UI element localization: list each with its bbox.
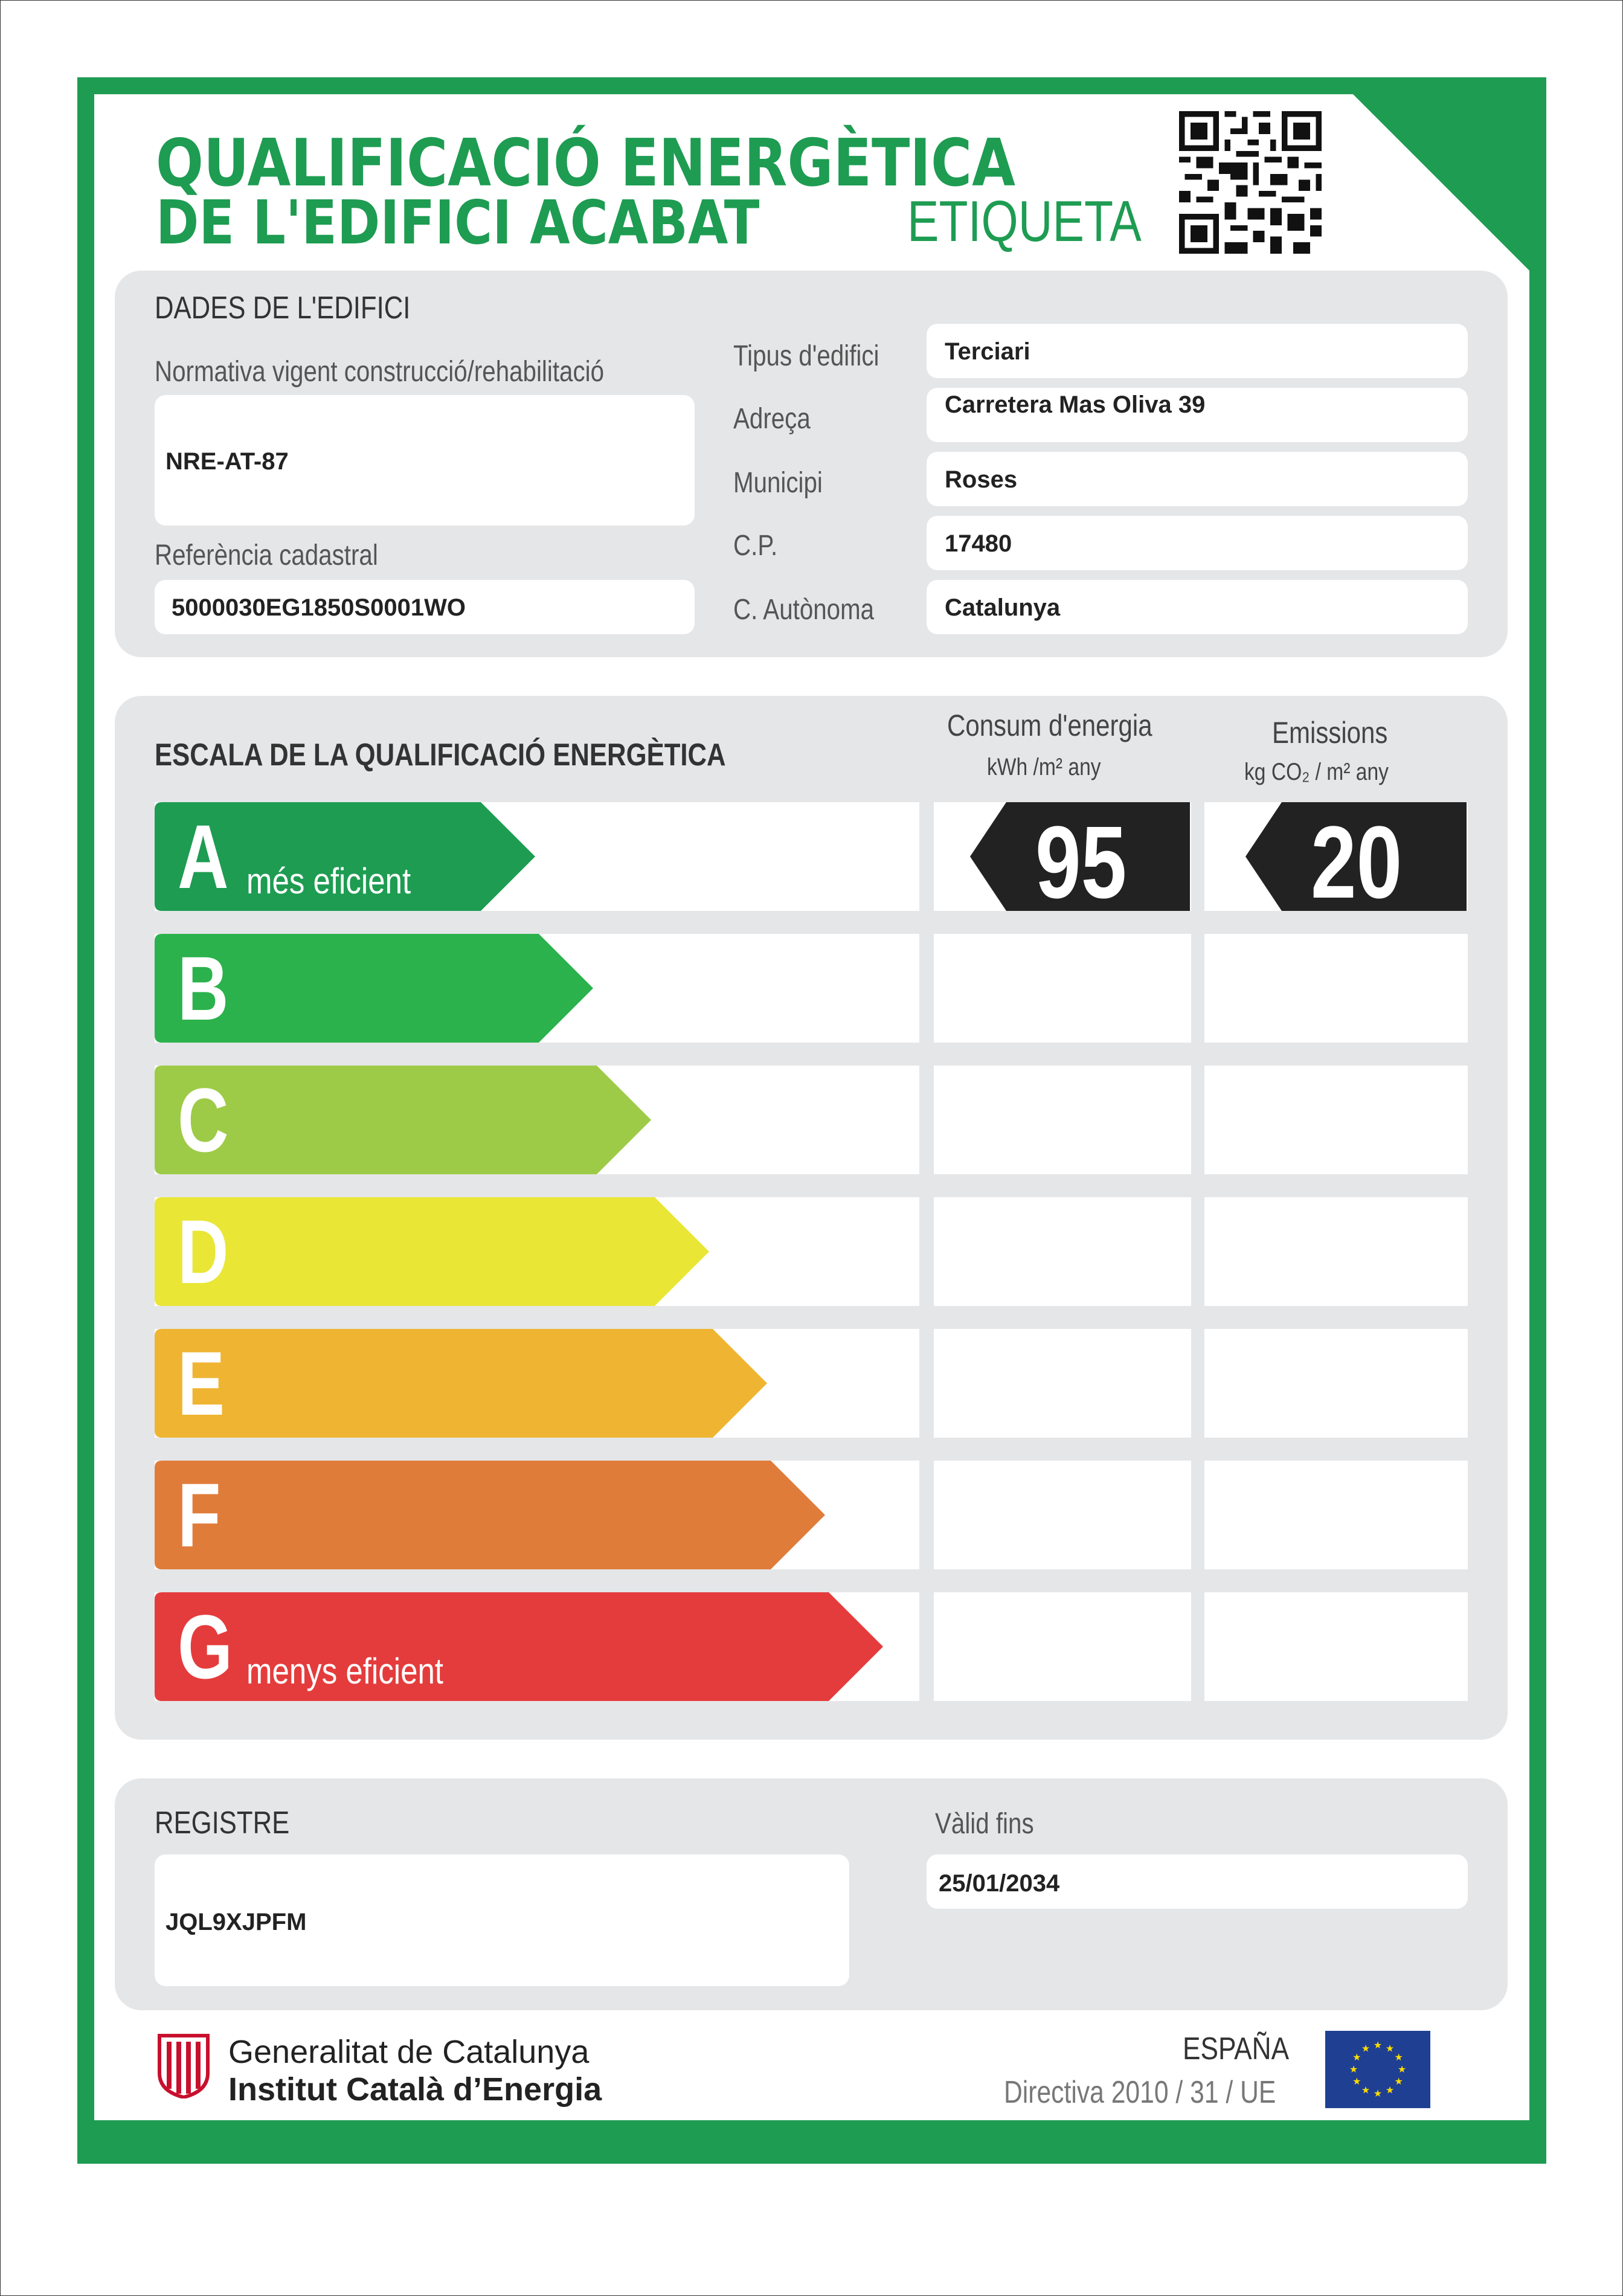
country-label: ESPAÑA [1183, 2031, 1290, 2066]
class-letter: E [178, 1333, 225, 1434]
qr-code-icon[interactable] [1179, 111, 1322, 254]
field-box [927, 388, 1468, 442]
etiqueta-label: ETIQUETA [907, 189, 1142, 254]
normativa-field [155, 395, 695, 526]
class-letter: A [178, 806, 229, 907]
title-line-1: QUALIFICACIÓ ENERGÈTICA [156, 126, 1016, 201]
class-letter: F [178, 1464, 221, 1566]
eu-star-icon: ★ [1385, 2085, 1395, 2096]
consumption-unit: kWh /m² any [987, 754, 1101, 780]
consumption-cell [934, 1066, 1191, 1174]
eu-star-icon: ★ [1352, 2053, 1361, 2063]
class-letter: D [178, 1201, 229, 1302]
eu-star-icon: ★ [1397, 2065, 1407, 2075]
org-line-1: Generalitat de Catalunya [228, 2034, 590, 2070]
field-label: Adreça [733, 403, 811, 435]
eu-star-icon: ★ [1394, 2053, 1403, 2063]
cadastral-value: 5000030EG1850S0001WO [172, 594, 466, 621]
consumption-value: 95 [1035, 805, 1127, 920]
eu-star-icon: ★ [1349, 2065, 1358, 2075]
field-label: C.P. [733, 530, 778, 562]
cadastral-label: Referència cadastral [155, 539, 378, 571]
field-value: Carretera Mas Oliva 39 [945, 391, 1206, 418]
eu-star-icon: ★ [1361, 2044, 1371, 2054]
emissions-cell [1204, 1461, 1468, 1569]
class-e-arrow [155, 1329, 767, 1438]
normativa-label: Normativa vigent construcció/rehabilitació [155, 356, 605, 388]
eu-flag-icon [1325, 2031, 1430, 2108]
org-line-2: Institut Català d’Energia [228, 2071, 602, 2108]
emissions-cell [1204, 1066, 1468, 1174]
field-value: Terciari [945, 338, 1030, 365]
title-line-2: DE L'EDIFICI ACABAT [156, 187, 760, 258]
eu-star-icon: ★ [1373, 2089, 1383, 2099]
register-label: REGISTRE [155, 1806, 290, 1841]
valid-until-field [927, 1854, 1468, 1909]
consumption-title: Consum d'energia [947, 709, 1152, 742]
emissions-value: 20 [1311, 805, 1403, 920]
eu-star-icon: ★ [1394, 2077, 1403, 2087]
emissions-unit: kg CO₂ / m² any [1244, 759, 1389, 785]
class-letter: G [178, 1596, 233, 1697]
eu-star-icon: ★ [1352, 2077, 1361, 2087]
eu-star-icon: ★ [1361, 2085, 1371, 2096]
valid-until-value: 25/01/2034 [939, 1870, 1060, 1897]
class-c-arrow [155, 1066, 651, 1174]
field-box [927, 516, 1468, 570]
field-box [927, 580, 1468, 634]
consumption-cell [934, 1329, 1191, 1438]
field-value: Roses [945, 466, 1018, 493]
catalan-seal-icon [156, 2033, 211, 2098]
field-value: 17480 [945, 530, 1012, 557]
consumption-cell [934, 1592, 1191, 1701]
field-label: C. Autònoma [733, 594, 875, 626]
class-sublabel: més eficient [246, 861, 411, 901]
class-sublabel: menys eficient [246, 1651, 443, 1691]
scale-section-title: ESCALA DE LA QUALIFICACIÓ ENERGÈTICA [155, 738, 726, 773]
register-value: JQL9XJPFM [166, 1909, 307, 1935]
building-section-title: DADES DE L'EDIFICI [155, 291, 411, 326]
normativa-value: NRE-AT-87 [166, 448, 289, 475]
valid-until-label: Vàlid fins [935, 1808, 1034, 1840]
cadastral-field [155, 580, 695, 634]
field-label: Municipi [733, 467, 823, 499]
consumption-cell [934, 1461, 1191, 1569]
field-value: Catalunya [945, 594, 1061, 621]
emissions-cell [1204, 1329, 1468, 1438]
consumption-cell [934, 934, 1191, 1043]
consumption-cell [934, 1197, 1191, 1306]
emissions-cell [1204, 1592, 1468, 1701]
field-box [927, 452, 1468, 506]
register-field [155, 1854, 849, 1986]
eu-star-icon: ★ [1385, 2044, 1395, 2054]
directive-label: Directiva 2010 / 31 / UE [1004, 2075, 1276, 2110]
emissions-cell [1204, 1197, 1468, 1306]
field-box [927, 324, 1468, 378]
class-d-arrow [155, 1197, 709, 1306]
class-f-arrow [155, 1461, 825, 1569]
eu-star-icon: ★ [1373, 2040, 1383, 2051]
emissions-title: Emissions [1272, 716, 1388, 750]
class-letter: B [178, 937, 229, 1039]
field-label: Tipus d'edifici [733, 340, 879, 372]
emissions-cell [1204, 934, 1468, 1043]
class-letter: C [178, 1069, 229, 1171]
